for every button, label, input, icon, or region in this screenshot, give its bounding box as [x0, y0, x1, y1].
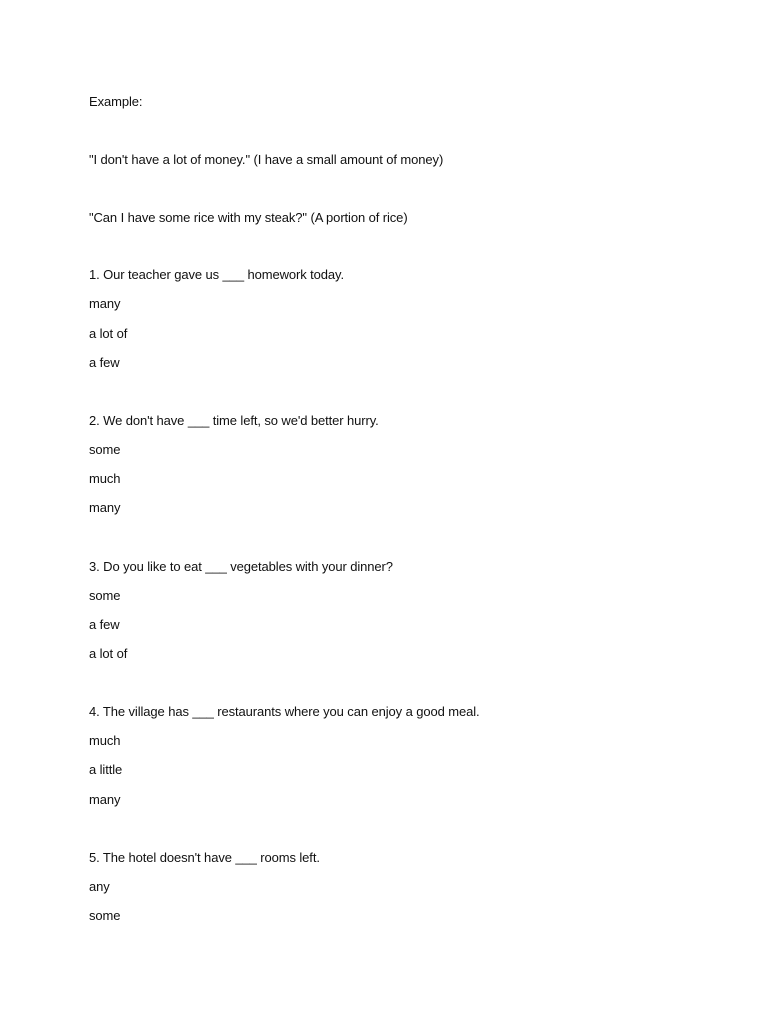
question-2-option-3: many: [89, 500, 121, 515]
question-5-option-1: any: [89, 879, 110, 894]
question-1-option-1: many: [89, 296, 121, 311]
question-3-prompt: 3. Do you like to eat ___ vegetables with your dinner?: [89, 559, 393, 574]
example-sentence-1: "I don't have a lot of money." (I have a small amount of money): [89, 152, 444, 167]
question-4-prompt: 4. The village has ___ restaurants where you can enjoy a good meal.: [89, 704, 480, 719]
question-3-option-2: a few: [89, 617, 120, 632]
question-5-option-2: some: [89, 908, 121, 923]
question-3-option-1: some: [89, 588, 121, 603]
example-heading: Example:: [89, 94, 143, 109]
example-sentence-2: "Can I have some rice with my steak?" (A portion of rice): [89, 210, 408, 225]
question-2-prompt: 2. We don't have ___ time left, so we'd better hurry.: [89, 413, 379, 428]
question-5-prompt: 5. The hotel doesn't have ___ rooms left.: [89, 850, 320, 865]
question-4-option-1: much: [89, 733, 121, 748]
question-2-option-1: some: [89, 442, 121, 457]
question-1-prompt: 1. Our teacher gave us ___ homework today.: [89, 267, 344, 282]
question-1-option-3: a few: [89, 355, 120, 370]
question-3-option-3: a lot of: [89, 646, 128, 661]
question-4-option-2: a little: [89, 762, 123, 777]
question-2-option-2: much: [89, 471, 121, 486]
question-1-option-2: a lot of: [89, 326, 128, 341]
question-4-option-3: many: [89, 792, 121, 807]
